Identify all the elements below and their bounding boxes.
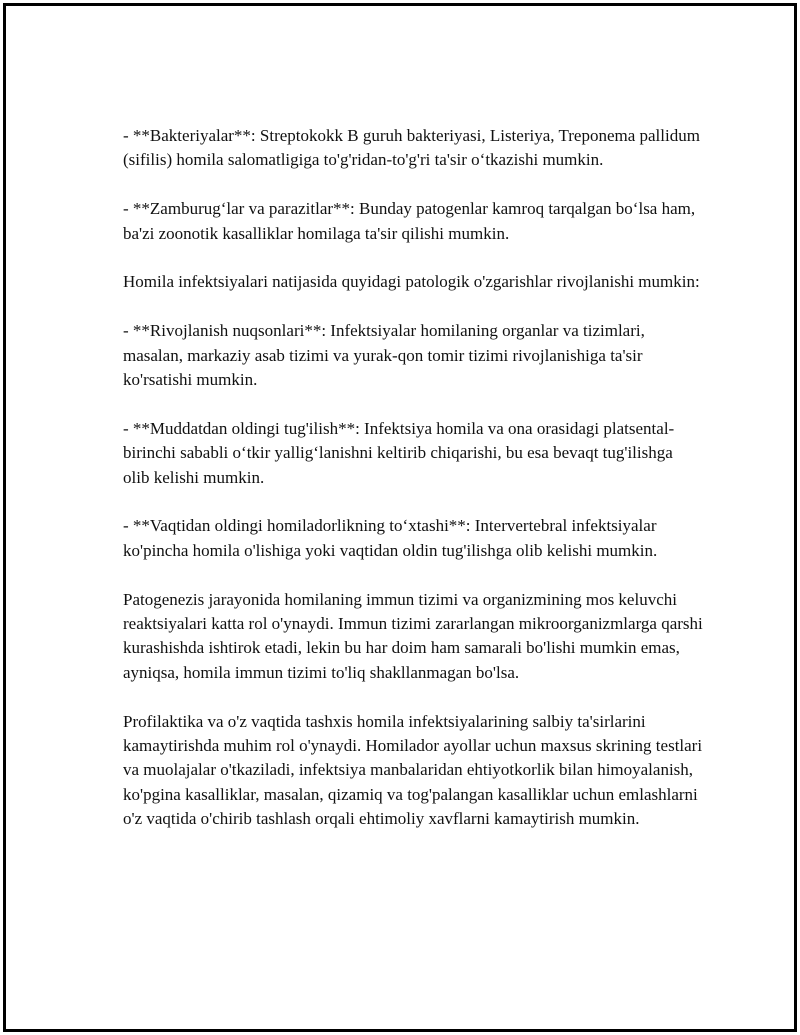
paragraph-fungi-parasites: - **Zamburug‘lar va parazitlar**: Bunday patogenlar kamroq tarqalgan bo‘lsa ham, ba'zi zoonotik kasalliklar homilaga ta'sir qilishi mumkin.: [123, 199, 696, 243]
paragraph-bacteria: - **Bakteriyalar**: Streptokokk B guruh bakteriyasi, Listeriya, Treponema pallidum (sifilis) homila salomatligiga to'g'ridan-to'g'ri ta'sir o‘tkazishi mumkin.: [123, 126, 700, 170]
document-body: [123, 124, 703, 832]
paragraph-pathogenesis: Patogenezis jarayonida homilaning immun tizimi va organizmining mos keluvchi reaktsiyalari katta rol o'ynaydi. Immun tizimi zararlangan mikroorganizmlarga qarshi kurashishda ishtirok etadi, lekin bu har doim ham samarali bo'lishi mumkin emas, ayniqsa, homila immun tizimi to'liq shakllanmagan bo'lsa.: [123, 589, 703, 682]
paragraph-prophylaxis: Profilaktika va o'z vaqtida tashxis homila infektsiyalarining salbiy ta'sirlarini kamaytirishda muhim rol o'ynaydi. Homilador ayollar uchun maxsus skrining testlari va muolajalar o'tkaziladi, infektsiya manbalaridan ehtiyotkorlik bilan himoyalanish, ko'pgina kasalliklar, masalan, qizamiq va tog'palangan kasalliklar uchun emlashlarni o'z vaqtida o'chirib tashlash orqali ehtimoliy xavflarni kamaytirish mumkin.: [123, 711, 703, 829]
paragraph-developmental-defects: - **Rivojlanish nuqsonlari**: Infektsiyalar homilaning organlar va tizimlari, masalan, markaziy asab tizimi va yurak-qon tomir tizimi rivojlanishiga ta'sir ko'rsatishi mumkin.: [123, 321, 645, 390]
paragraph-pathologic-changes-intro: Homila infektsiyalari natijasida quyidagi patologik o'zgarishlar rivojlanishi mumkin:: [123, 272, 700, 292]
paragraph-preterm-birth: - **Muddatdan oldingi tug'ilish**: Infektsiya homila va ona orasidagi platsental-birinchi sababli o‘tkir yallig‘lanishni keltirib chiqarishi, bu esa bevaqt tug'ilishga olib kelishi mumkin.: [123, 418, 675, 487]
page-frame: [3, 3, 797, 1032]
paragraph-pregnancy-loss: - **Vaqtidan oldingi homiladorlikning to‘xtashi**: Intervertebral infektsiyalar ko'pincha homila o'lishiga yoki vaqtidan oldin tug'ilishga olib kelishi mumkin.: [123, 516, 658, 560]
